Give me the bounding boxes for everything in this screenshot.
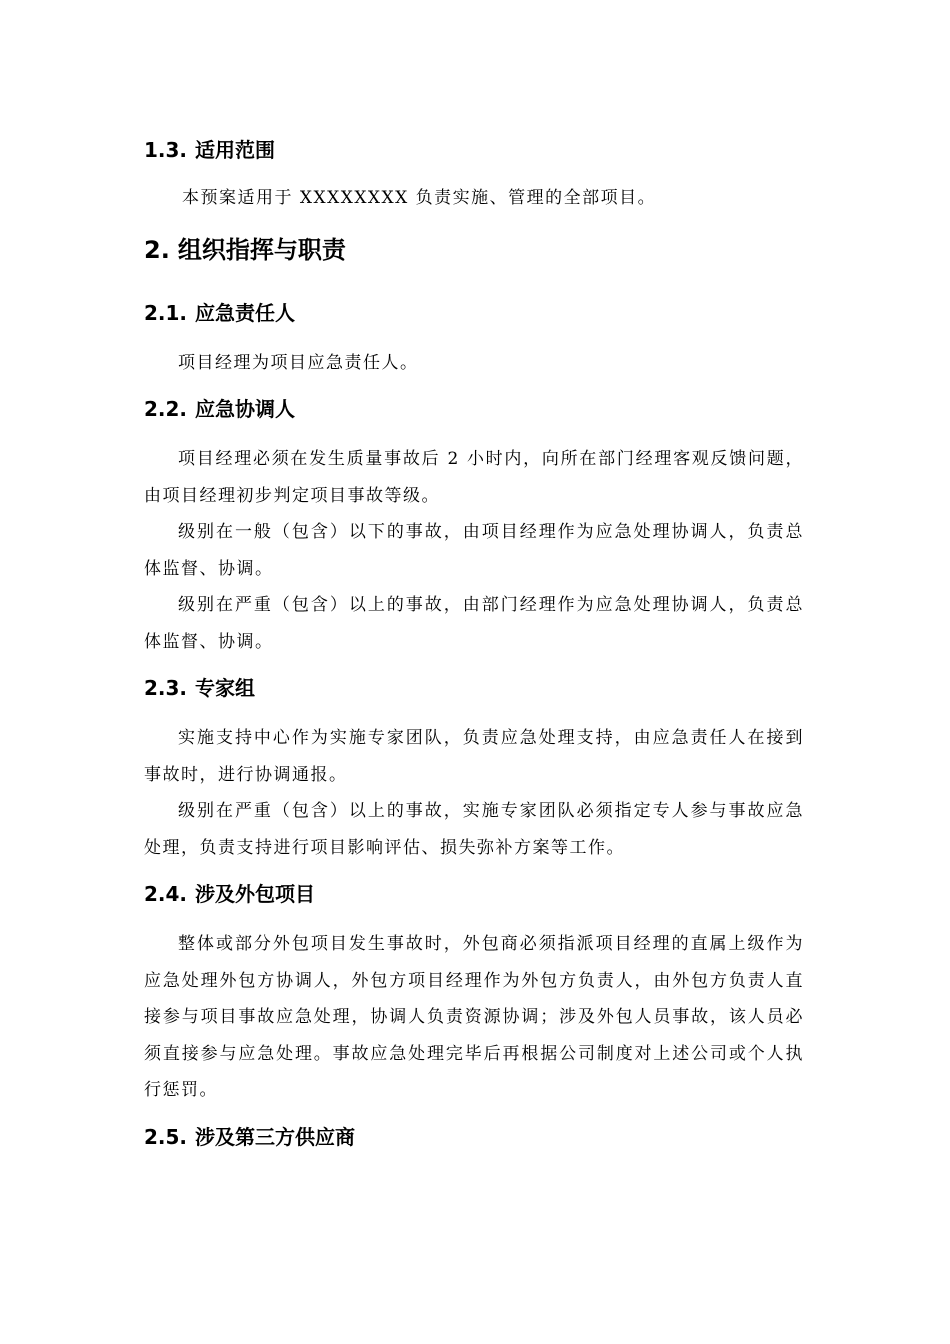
heading-2-5 bbox=[144, 1119, 804, 1155]
paragraph-coordinator-1: 项目经理必须在发生质量事故后 2 小时内，向所在部门经理客观反馈问题，由项目经理初步判定项目事故等级。 bbox=[144, 449, 804, 506]
heading-title: 组织指挥与职责 bbox=[177, 235, 346, 264]
paragraph-expert-1: 实施支持中心作为实施专家团队，负责应急处理支持，由应急责任人在接到事故时，进行协调通报。 bbox=[144, 728, 804, 785]
paragraph-responsible-person: 项目经理为项目应急责任人。 bbox=[178, 352, 419, 373]
heading-title: 专家组 bbox=[195, 676, 256, 700]
paragraph-coordinator-2: 级别在一般（包含）以下的事故，由项目经理作为应急处理协调人，负责总体监督、协调。 bbox=[144, 522, 804, 579]
heading-number: 2.4. bbox=[144, 882, 188, 906]
heading-2-1 bbox=[144, 295, 804, 331]
heading-number: 2.5. bbox=[144, 1124, 188, 1149]
heading-number: 1.3. bbox=[144, 138, 188, 162]
heading-number: 2.3. bbox=[144, 676, 188, 700]
paragraph-outsourcing: 整体或部分外包项目发生事故时，外包商必须指派项目经理的直属上级作为应急处理外包方协调人，外包方项目经理作为外包方负责人，由外包方负责人直接参与项目事故应急处理，协调人负责资源协调；涉及外包人员事故，该人员必须直接参与应急处理。事故应急处理完毕后再根据公司制度对上述公司或个人执行惩罚。 bbox=[144, 934, 804, 1100]
heading-2-4 bbox=[144, 876, 804, 912]
heading-title: 涉及第三方供应商 bbox=[195, 1124, 356, 1149]
heading-title: 适用范围 bbox=[195, 138, 276, 162]
heading-number: 2.2. bbox=[144, 397, 188, 421]
paragraph-coordinator-3: 级别在严重（包含）以上的事故，由部门经理作为应急处理协调人，负责总体监督、协调。 bbox=[144, 595, 804, 652]
heading-title: 应急责任人 bbox=[195, 300, 296, 325]
heading-1-3 bbox=[144, 132, 804, 168]
paragraph-scope: 本预案适用于 XXXXXXXX 负责实施、管理的全部项目。 bbox=[182, 188, 657, 208]
heading-2-2 bbox=[144, 391, 804, 427]
heading-2 bbox=[144, 230, 804, 270]
paragraph-expert-2: 级别在严重（包含）以上的事故，实施专家团队必须指定专人参与事故应急处理，负责支持进行项目影响评估、损失弥补方案等工作。 bbox=[144, 801, 804, 858]
heading-2-3 bbox=[144, 670, 804, 706]
document-body bbox=[144, 132, 804, 1155]
heading-title: 应急协调人 bbox=[195, 397, 296, 421]
heading-number: 2.1. bbox=[144, 300, 188, 325]
heading-title: 涉及外包项目 bbox=[195, 882, 316, 906]
heading-number: 2. bbox=[144, 235, 170, 264]
